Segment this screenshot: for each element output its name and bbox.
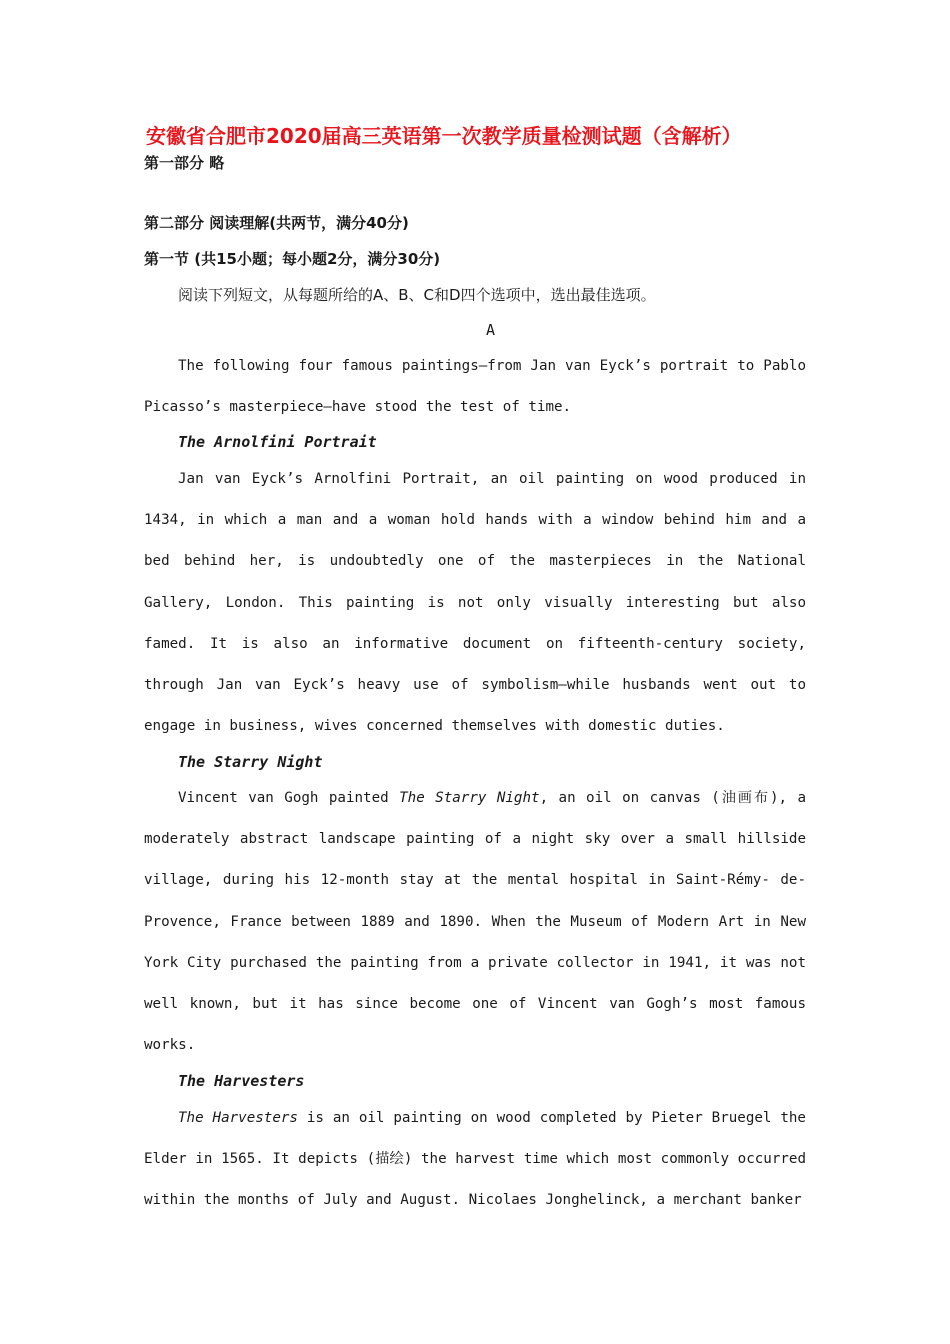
text-fragment: Vincent van Gogh painted xyxy=(178,790,400,806)
paragraph-starry-night xyxy=(144,778,806,1066)
paragraph-arnolfini: Jan van Eyck’s Arnolfini Portrait, an oil painting on wood produced in 1434, in which a man and a woman hold hands with a window behind him and a bed behind her, is undoubtedly one of the masterpieces in the National Gallery, London. This painting is not only visually interesting but also famed. It is also an informative document on fifteenth-century society, through Jan van Eyck’s heavy use of symbolism—while husbands went out to engage in business, wives concerned themselves with domestic duties. xyxy=(144,471,806,735)
part-one-heading: 第一部分 略 xyxy=(144,154,225,172)
painting-title-inline: The Starry Night xyxy=(399,790,540,806)
paragraph-harvesters xyxy=(144,1098,806,1222)
part-two-heading: 第二部分 阅读理解(共两节，满分40分) xyxy=(144,214,409,232)
text-fragment: , an oil on canvas (油画布), a moderately abstract landscape painting of a night sky over a small hillside village, during his 12-month stay at the mental hospital in Saint-Rémy- de-Provence, France between 1889 and 1890. When the Museum of Modern Art in New York City purchased the painting from a private collector in 1941, it was not well known, but it has since become one of Vincent van Gogh’s most famous works. xyxy=(144,790,807,1054)
painting-heading-starry-night: The Starry Night xyxy=(178,753,323,771)
painting-title-inline: The Harvesters xyxy=(178,1110,298,1126)
painting-heading-arnolfini: The Arnolfini Portrait xyxy=(178,433,377,451)
document-title: 安徽省合肥市2020届高三英语第一次教学质量检测试题（含解析） xyxy=(146,124,742,148)
text-fragment: is an oil painting on wood completed by Pieter Bruegel the Elder in 1565. It depicts (描绘) the harvest time which most commonly occurred within the months of July and August. Nicolaes Jonghelinck, a merchant banker xyxy=(144,1110,806,1209)
painting-heading-harvesters: The Harvesters xyxy=(178,1072,305,1090)
instruction-text: 阅读下列短文，从每题所给的A、B、C和D四个选项中，选出最佳选项。 xyxy=(178,286,656,304)
passage-label: A xyxy=(486,321,496,339)
intro-paragraph: The following four famous paintings—from Jan van Eyck’s portrait to Pablo Picasso’s masterpiece—have stood the test of time. xyxy=(144,358,806,416)
section-one-heading: 第一节 (共15小题；每小题2分，满分30分) xyxy=(144,250,441,268)
